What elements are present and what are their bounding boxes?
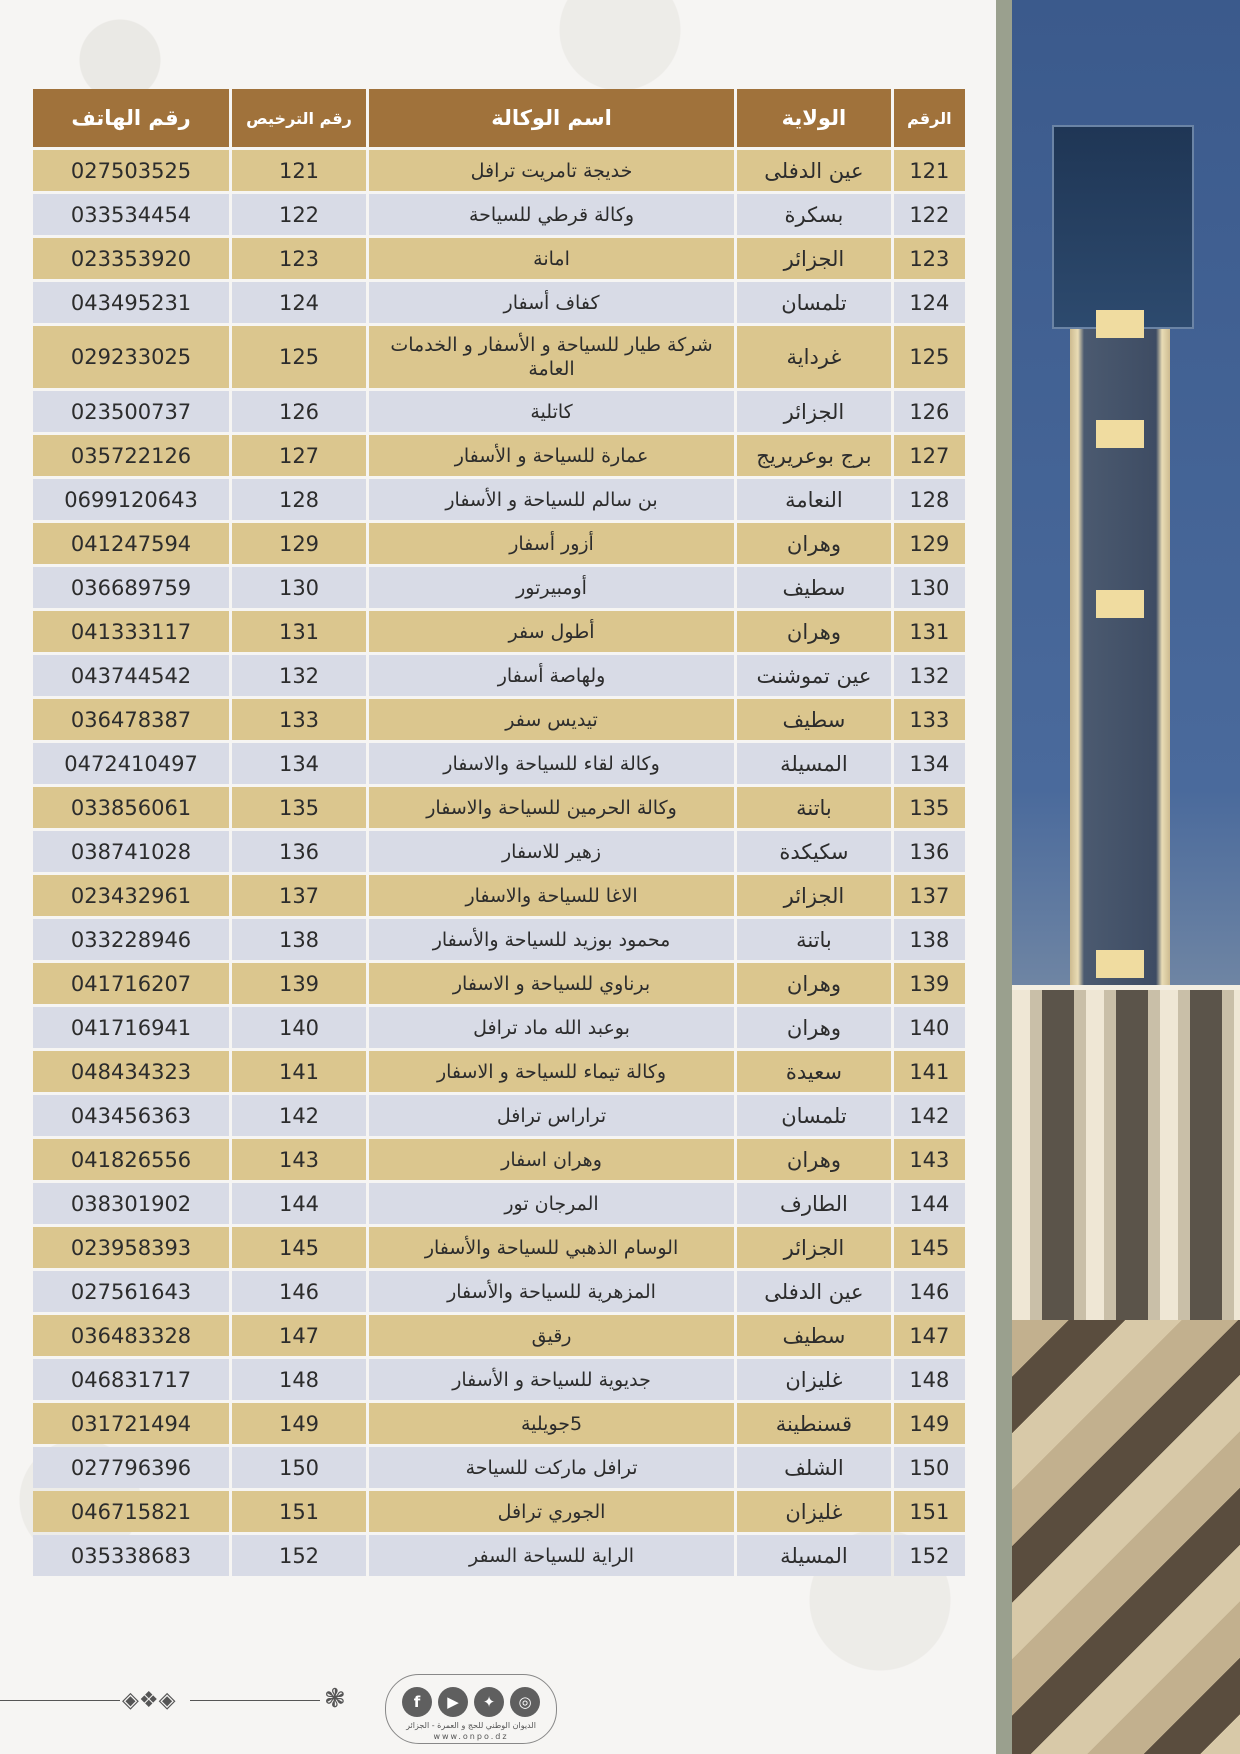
- cell-license: 135: [232, 787, 366, 828]
- table-header-row: [33, 89, 965, 147]
- cell-agency: 5جويلية: [369, 1403, 734, 1444]
- table-row: [33, 567, 965, 608]
- minaret-light: [1096, 950, 1144, 978]
- table-row: [33, 194, 965, 235]
- minaret-light: [1096, 310, 1144, 338]
- cell-wilaya: سطيف: [737, 1315, 891, 1356]
- cell-license: 124: [232, 282, 366, 323]
- cell-phone: 035338683: [33, 1535, 229, 1576]
- header-phone: رقم الهاتف: [33, 89, 229, 147]
- cell-wilaya: قسنطينة: [737, 1403, 891, 1444]
- cell-agency: محمود بوزيد للسياحة والأسفار: [369, 919, 734, 960]
- cell-agency: وهران اسفار: [369, 1139, 734, 1180]
- cell-num: 137: [894, 875, 965, 916]
- cell-license: 121: [232, 150, 366, 191]
- cell-num: 129: [894, 523, 965, 564]
- cell-num: 125: [894, 326, 965, 388]
- cell-wilaya: تلمسان: [737, 1095, 891, 1136]
- cell-wilaya: عين الدفلى: [737, 150, 891, 191]
- cell-agency: بن سالم للسياحة و الأسفار: [369, 479, 734, 520]
- cell-phone: 027503525: [33, 150, 229, 191]
- table-row: [33, 479, 965, 520]
- cell-agency: امانة: [369, 238, 734, 279]
- cell-phone: 041716207: [33, 963, 229, 1004]
- cell-num: 147: [894, 1315, 965, 1356]
- table-row: [33, 611, 965, 652]
- cell-num: 138: [894, 919, 965, 960]
- cell-license: 123: [232, 238, 366, 279]
- marble-floor: [1012, 1320, 1240, 1754]
- cell-agency: أطول سفر: [369, 611, 734, 652]
- agencies-table: [30, 86, 968, 1579]
- org-name: الديوان الوطني للحج و العمرة - الجزائر: [406, 1721, 536, 1730]
- cell-wilaya: باتنة: [737, 919, 891, 960]
- cell-agency: بوعبد الله ماد ترافل: [369, 1007, 734, 1048]
- cell-phone: 035722126: [33, 435, 229, 476]
- cell-wilaya: وهران: [737, 523, 891, 564]
- table-row: [33, 1227, 965, 1268]
- cell-phone: 023353920: [33, 238, 229, 279]
- table-row: [33, 1315, 965, 1356]
- table-row: [33, 1271, 965, 1312]
- cell-agency: زهير للاسفار: [369, 831, 734, 872]
- table-row: [33, 743, 965, 784]
- cell-wilaya: وهران: [737, 1139, 891, 1180]
- cell-wilaya: برج بوعريريج: [737, 435, 891, 476]
- cell-wilaya: الجزائر: [737, 238, 891, 279]
- minaret-light: [1096, 590, 1144, 618]
- cell-phone: 038741028: [33, 831, 229, 872]
- cell-agency: الاغا للسياحة والاسفار: [369, 875, 734, 916]
- table-row: [33, 1359, 965, 1400]
- cell-num: 143: [894, 1139, 965, 1180]
- cell-wilaya: المسيلة: [737, 1535, 891, 1576]
- footer: [0, 1670, 996, 1750]
- cell-wilaya: بسكرة: [737, 194, 891, 235]
- footer-divider-left: [0, 1700, 120, 1701]
- cell-license: 152: [232, 1535, 366, 1576]
- cell-license: 145: [232, 1227, 366, 1268]
- table-row: [33, 523, 965, 564]
- table-row: [33, 875, 965, 916]
- ornament-flourish-icon: ❃: [324, 1684, 346, 1714]
- cell-phone: 027561643: [33, 1271, 229, 1312]
- cell-wilaya: المسيلة: [737, 743, 891, 784]
- cell-phone: 033228946: [33, 919, 229, 960]
- cell-phone: 036478387: [33, 699, 229, 740]
- cell-license: 133: [232, 699, 366, 740]
- cell-phone: 023958393: [33, 1227, 229, 1268]
- cell-phone: 038301902: [33, 1183, 229, 1224]
- table-row: [33, 1007, 965, 1048]
- cell-license: 140: [232, 1007, 366, 1048]
- cell-phone: 023500737: [33, 391, 229, 432]
- table-row: [33, 238, 965, 279]
- cell-phone: 046831717: [33, 1359, 229, 1400]
- cell-wilaya: عين الدفلى: [737, 1271, 891, 1312]
- cell-phone: 0699120643: [33, 479, 229, 520]
- cell-num: 136: [894, 831, 965, 872]
- cell-num: 151: [894, 1491, 965, 1532]
- cell-phone: 041247594: [33, 523, 229, 564]
- table-row: [33, 282, 965, 323]
- cell-phone: 041826556: [33, 1139, 229, 1180]
- cell-license: 139: [232, 963, 366, 1004]
- arcade: [1012, 990, 1240, 1320]
- header-license: رقم الترخيص: [232, 89, 366, 147]
- cell-agency: المزهرية للسياحة والأسفار: [369, 1271, 734, 1312]
- cell-num: 132: [894, 655, 965, 696]
- table-row: [33, 1051, 965, 1092]
- table-row: [33, 963, 965, 1004]
- cell-wilaya: الجزائر: [737, 391, 891, 432]
- table-row: [33, 787, 965, 828]
- cell-num: 150: [894, 1447, 965, 1488]
- cell-num: 139: [894, 963, 965, 1004]
- cell-phone: 023432961: [33, 875, 229, 916]
- cell-agency: تراراس ترافل: [369, 1095, 734, 1136]
- cell-num: 128: [894, 479, 965, 520]
- cell-wilaya: عين تموشنت: [737, 655, 891, 696]
- cell-num: 131: [894, 611, 965, 652]
- cell-license: 144: [232, 1183, 366, 1224]
- cell-license: 151: [232, 1491, 366, 1532]
- table-row: [33, 1183, 965, 1224]
- cell-license: 134: [232, 743, 366, 784]
- footer-divider-mid: [190, 1700, 320, 1701]
- cell-wilaya: سكيكدة: [737, 831, 891, 872]
- cell-agency: برناوي للسياحة و الاسفار: [369, 963, 734, 1004]
- cell-phone: 043495231: [33, 282, 229, 323]
- youtube-icon[interactable]: ▶: [438, 1687, 468, 1717]
- table-row: [33, 150, 965, 191]
- cell-license: 132: [232, 655, 366, 696]
- cell-num: 124: [894, 282, 965, 323]
- table-row: [33, 1491, 965, 1532]
- table-row: [33, 699, 965, 740]
- cell-phone: 041333117: [33, 611, 229, 652]
- minaret-top: [1052, 125, 1194, 329]
- table-row: [33, 326, 965, 388]
- photo-sky: [1012, 0, 1240, 1754]
- cell-num: 141: [894, 1051, 965, 1092]
- cell-license: 131: [232, 611, 366, 652]
- cell-agency: ولهاصة أسفار: [369, 655, 734, 696]
- header-wilaya: الولاية: [737, 89, 891, 147]
- cell-license: 147: [232, 1315, 366, 1356]
- cell-agency: تيديس سفر: [369, 699, 734, 740]
- cell-agency: كاتلية: [369, 391, 734, 432]
- cell-wilaya: الجزائر: [737, 1227, 891, 1268]
- table-row: [33, 391, 965, 432]
- table-row: [33, 1139, 965, 1180]
- cell-license: 146: [232, 1271, 366, 1312]
- cell-agency: أزور أسفار: [369, 523, 734, 564]
- table-row: [33, 1447, 965, 1488]
- cell-phone: 029233025: [33, 326, 229, 388]
- cell-phone: 0472410497: [33, 743, 229, 784]
- cell-license: 127: [232, 435, 366, 476]
- cell-phone: 033534454: [33, 194, 229, 235]
- cell-num: 146: [894, 1271, 965, 1312]
- cell-wilaya: النعامة: [737, 479, 891, 520]
- cell-license: 125: [232, 326, 366, 388]
- cell-num: 140: [894, 1007, 965, 1048]
- ornament-icon: ◈❖◈: [122, 1688, 176, 1713]
- header-agency: اسم الوكالة: [369, 89, 734, 147]
- cell-license: 136: [232, 831, 366, 872]
- cell-agency: الجوري ترافل: [369, 1491, 734, 1532]
- cell-num: 121: [894, 150, 965, 191]
- cell-agency: الراية للسياحة السفر: [369, 1535, 734, 1576]
- facebook-icon[interactable]: f: [402, 1687, 432, 1717]
- cell-agency: وكالة تيماء للسياحة و الاسفار: [369, 1051, 734, 1092]
- cell-agency: خديجة تامريت ترافل: [369, 150, 734, 191]
- header-num: الرقم: [894, 89, 965, 147]
- social-links: [385, 1674, 557, 1744]
- cell-phone: 031721494: [33, 1403, 229, 1444]
- cell-agency: شركة طيار للسياحة و الأسفار و الخدمات العامة: [369, 326, 734, 388]
- table-row: [33, 435, 965, 476]
- cell-wilaya: باتنة: [737, 787, 891, 828]
- cell-phone: 043456363: [33, 1095, 229, 1136]
- cell-num: 144: [894, 1183, 965, 1224]
- cell-license: 141: [232, 1051, 366, 1092]
- minaret-light: [1096, 420, 1144, 448]
- cell-num: 126: [894, 391, 965, 432]
- cell-agency: الوسام الذهبي للسياحة والأسفار: [369, 1227, 734, 1268]
- table-body: [33, 150, 965, 1576]
- cell-num: 130: [894, 567, 965, 608]
- cell-license: 143: [232, 1139, 366, 1180]
- cell-wilaya: الطارف: [737, 1183, 891, 1224]
- cell-wilaya: وهران: [737, 1007, 891, 1048]
- cell-license: 130: [232, 567, 366, 608]
- cell-license: 137: [232, 875, 366, 916]
- cell-wilaya: وهران: [737, 611, 891, 652]
- cell-phone: 048434323: [33, 1051, 229, 1092]
- cell-license: 148: [232, 1359, 366, 1400]
- cell-license: 150: [232, 1447, 366, 1488]
- cell-phone: 036483328: [33, 1315, 229, 1356]
- cell-wilaya: الجزائر: [737, 875, 891, 916]
- cell-agency: جديوية للسياحة و الأسفار: [369, 1359, 734, 1400]
- instagram-icon[interactable]: ◎: [510, 1687, 540, 1717]
- cell-phone: 046715821: [33, 1491, 229, 1532]
- cell-license: 142: [232, 1095, 366, 1136]
- cell-num: 123: [894, 238, 965, 279]
- cell-license: 149: [232, 1403, 366, 1444]
- table-row: [33, 919, 965, 960]
- table-row: [33, 831, 965, 872]
- table-row: [33, 1095, 965, 1136]
- cell-agency: رقيق: [369, 1315, 734, 1356]
- cell-num: 134: [894, 743, 965, 784]
- cell-wilaya: غليزان: [737, 1359, 891, 1400]
- cell-num: 142: [894, 1095, 965, 1136]
- org-url: www.onpo.dz: [433, 1732, 509, 1741]
- cell-agency: وكالة لقاء للسياحة والاسفار: [369, 743, 734, 784]
- cell-license: 126: [232, 391, 366, 432]
- cell-wilaya: غليزان: [737, 1491, 891, 1532]
- cell-license: 138: [232, 919, 366, 960]
- cell-num: 135: [894, 787, 965, 828]
- cell-license: 128: [232, 479, 366, 520]
- cell-wilaya: وهران: [737, 963, 891, 1004]
- cell-agency: المرجان تور: [369, 1183, 734, 1224]
- cell-num: 149: [894, 1403, 965, 1444]
- cell-wilaya: سعيدة: [737, 1051, 891, 1092]
- cell-wilaya: سطيف: [737, 567, 891, 608]
- mosque-minaret-photo: [996, 0, 1240, 1754]
- table-row: [33, 655, 965, 696]
- cell-wilaya: الشلف: [737, 1447, 891, 1488]
- cell-phone: 043744542: [33, 655, 229, 696]
- cell-num: 127: [894, 435, 965, 476]
- cell-agency: وكالة الحرمين للسياحة والاسفار: [369, 787, 734, 828]
- cell-license: 122: [232, 194, 366, 235]
- cell-wilaya: تلمسان: [737, 282, 891, 323]
- cell-agency: ترافل ماركت للسياحة: [369, 1447, 734, 1488]
- table-row: [33, 1535, 965, 1576]
- cell-phone: 027796396: [33, 1447, 229, 1488]
- cell-agency: كفاف أسفار: [369, 282, 734, 323]
- cell-license: 129: [232, 523, 366, 564]
- cell-agency: أومبيرتور: [369, 567, 734, 608]
- cell-agency: عمارة للسياحة و الأسفار: [369, 435, 734, 476]
- cell-phone: 041716941: [33, 1007, 229, 1048]
- cell-phone: 033856061: [33, 787, 229, 828]
- cell-phone: 036689759: [33, 567, 229, 608]
- cell-num: 152: [894, 1535, 965, 1576]
- cell-agency: وكالة قرطي للسياحة: [369, 194, 734, 235]
- cell-wilaya: غرداية: [737, 326, 891, 388]
- twitter-icon[interactable]: ✦: [474, 1687, 504, 1717]
- table-row: [33, 1403, 965, 1444]
- cell-num: 145: [894, 1227, 965, 1268]
- cell-num: 148: [894, 1359, 965, 1400]
- cell-num: 122: [894, 194, 965, 235]
- cell-wilaya: سطيف: [737, 699, 891, 740]
- cell-num: 133: [894, 699, 965, 740]
